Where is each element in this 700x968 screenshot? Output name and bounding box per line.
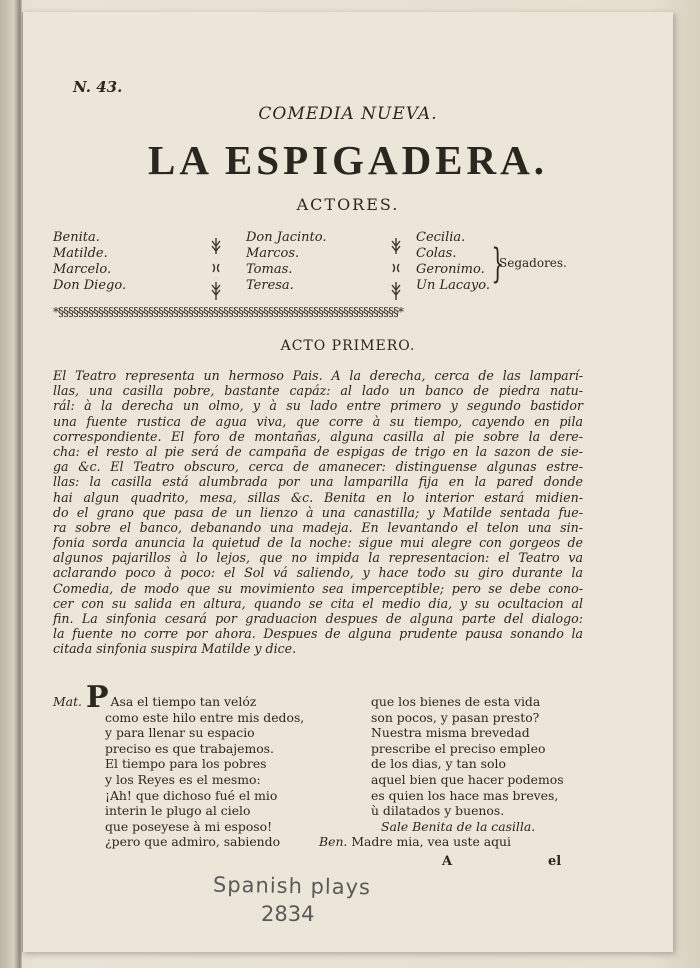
stage-line: citada sinfonia suspira Matilde y dice. [53, 641, 297, 657]
cast-column-3 [416, 230, 490, 294]
stage-line: cer con su salida en altura, quando se cita el medio dia, y su ocultacion al [53, 595, 583, 611]
cast-member: Colas. [416, 246, 457, 261]
cast-member: Geronimo. [416, 262, 485, 277]
stage-note: Sale Benita de la casilla. [381, 818, 536, 834]
cast-member: Don Diego. [53, 278, 127, 293]
wheat-ornament-svg [389, 236, 403, 304]
stage-line: cha: el resto al pie será de campaña de espigas de trigo en la sazon de sie- [53, 443, 583, 459]
cast-heading: ACTORES. [296, 195, 400, 214]
ornament-rule: *§§§§§§§§§§§§§§§§§§§§§§§§§§§§§§§§§§§§§§§§§§§§§§§§§§§§§§§§§§§§§§§§§§§§* [53, 305, 403, 319]
verse-column-right [319, 694, 564, 850]
stage-line: la fuente no corre por ahora. Despues de alguna prudente pausa sonando la [53, 626, 583, 642]
wheat-ornament-icon [389, 236, 403, 307]
stage-line: Comedia, de modo que su movimiento sea imperceptible; pero se debe cono- [53, 580, 583, 596]
stage-line: ga &c. El Teatro obscuro, cerca de amanecer: distinguense algunas estre- [53, 459, 583, 475]
stage-line: llas, una casilla pobre, bastante capáz: al lado un banco de piedra natu- [53, 383, 583, 399]
drop-cap: P [85, 680, 109, 715]
handwritten-number: 2834 [261, 902, 315, 926]
wheat-ornament-icon [209, 236, 223, 307]
stage-line: fin. La sinfonia cesará por graduacion despues de alguna parte del dialogo: [53, 611, 583, 626]
speaker-label: Mat. [53, 694, 82, 709]
cast-member: Marcos. [246, 246, 300, 261]
cast-member: Teresa. [246, 278, 294, 293]
verse-line: es quien los hace mas breves, [371, 787, 559, 803]
stage-line: algunos pajarillos à lo lejos, que no impida la representacion: el Teatro va [53, 550, 583, 566]
cast-member: Benita. [53, 230, 100, 245]
brace-icon: } [491, 241, 505, 287]
verse-line: y para llenar su espacio [105, 725, 255, 741]
verse-line: aquel bien que hacer podemos [371, 771, 564, 787]
verse-last-line [319, 834, 564, 850]
verse-line: y los Reyes es el mesmo: [105, 771, 261, 787]
cast-column-2 [246, 230, 326, 294]
cast-member: Cecilia. [416, 230, 466, 245]
signature-mark: A [442, 854, 453, 869]
stage-line: llas: la casilla está alumbrada por una lamparilla fija en la pared donde [53, 474, 583, 490]
stage-line: hai algun quadrito, mesa, sillas &c. Benita en lo interior estará midien- [53, 489, 583, 505]
cast-member: Un Lacayo. [416, 278, 490, 293]
verse-line: El tiempo para los pobres [105, 756, 267, 772]
verse-line: ù dilatados y buenos. [371, 803, 505, 819]
facing-page-edge [0, 0, 22, 968]
cast-member: Tomas. [246, 262, 293, 277]
cast-member: Don Jacinto. [246, 230, 327, 245]
cast-member: Marcelo. [53, 262, 112, 277]
cast-column-1 [53, 230, 126, 294]
verse-column-left [53, 680, 305, 850]
verse-line: prescribe el preciso empleo [371, 740, 546, 756]
stage-line: El Teatro representa un hermoso Pais. A la derecha, cerca de las lamparí- [53, 368, 583, 383]
stage-line: ra sobre el banco, debanando una madeja. En levantando el telon una sin- [53, 519, 583, 535]
verse-line: preciso es que trabajemos. [105, 740, 274, 756]
stage-line: aclarando poco à poco: el Sol vá saliendo, y hace todo su giro durante la [53, 565, 583, 581]
verse-line: son pocos, y pasan presto? [371, 709, 540, 725]
verse-line: Nuestra misma brevedad [371, 725, 530, 741]
verse-line: que los bienes de esta vida [371, 694, 541, 709]
stage-directions [53, 368, 583, 657]
verse-line: ¿pero que admiro, sabiendo [105, 834, 281, 850]
document-page [22, 12, 673, 952]
stage-line: una fuente rustica de agua viva, que corre à su tiempo, cayendo en pila [53, 413, 583, 429]
genre-heading: COMEDIA NUEVA. [258, 104, 438, 124]
stage-line: do el grano que pasa de un lienzo à una canastilla; y Matilde sentada fue- [53, 504, 583, 520]
stage-line: rál: à la derecha un olmo, y à su lado entre primero y segundo bastidor [53, 398, 583, 414]
verse-line: Madre mia, vea uste aqui [351, 834, 511, 850]
stage-line: correspondiente. El foro de montañas, alguna casilla al pie sobre la dere- [53, 428, 583, 444]
wheat-ornament-svg [209, 236, 223, 304]
act-title: ACTO PRIMERO. [280, 338, 416, 354]
cast-member: Matilde. [53, 246, 108, 261]
verse-line: que poseyese à mi esposo! [105, 818, 273, 834]
verse-line: Asa el tiempo tan velóz [110, 694, 257, 709]
speaker-label: Ben. [319, 834, 348, 850]
catchword: el [548, 854, 562, 869]
stage-line: fonia sorda anuncia la quietud de la noche: sigue mui alegre con gorgeos de [53, 535, 583, 551]
verse-line: como este hilo entre mis dedos, [105, 709, 305, 725]
handwritten-note: Spanish plays [212, 872, 372, 900]
verse-line: ¡Ah! que dichoso fué el mio [105, 787, 278, 803]
verse-line: interin le plugo al cielo [105, 803, 251, 819]
group-label: Segadores. [499, 256, 567, 270]
play-title: LA ESPIGADERA. [147, 137, 548, 183]
page-number: N. 43. [73, 78, 123, 96]
verse-first-line [53, 680, 304, 715]
verse-line: de los dias, y tan solo [371, 756, 506, 772]
